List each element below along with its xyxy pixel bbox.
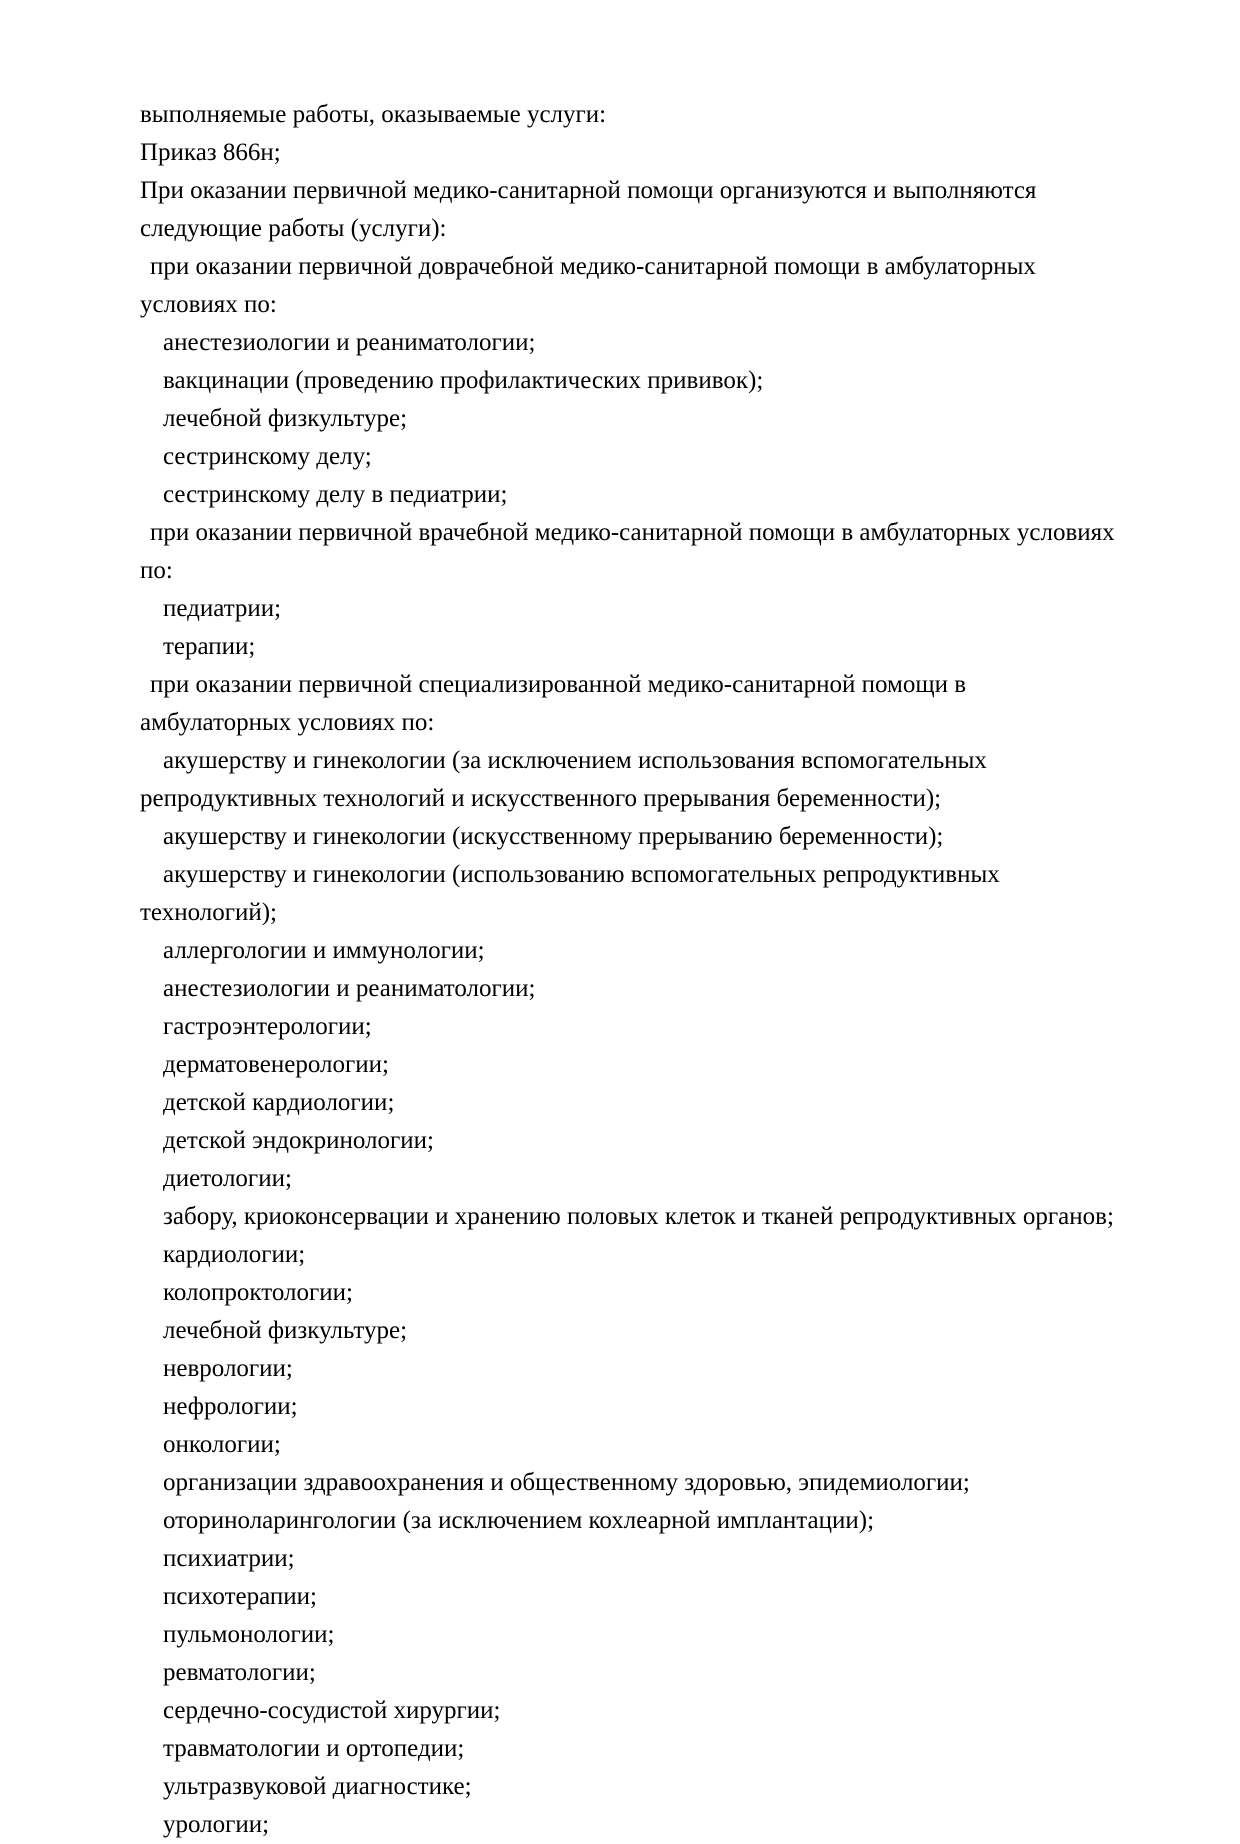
document-paragraph: акушерству и гинекологии (использованию вспомогательных репродуктивных технологий);: [140, 861, 1000, 926]
document-paragraph: педиатрии;: [163, 595, 282, 622]
document-paragraph: ревматологии;: [163, 1659, 316, 1686]
document-paragraph: аллергологии и иммунологии;: [163, 937, 485, 964]
document-paragraph: при оказании первичной доврачебной медико-санитарной помощи в амбулаторных условиях по:: [140, 253, 1036, 318]
document-paragraph: терапии;: [163, 633, 256, 660]
document-paragraph: оториноларингологии (за исключением кохлеарной имплантации);: [163, 1507, 875, 1534]
document-paragraph: травматологии и ортопедии;: [163, 1735, 465, 1762]
document-paragraph: забору, криоконсервации и хранению половых клеток и тканей репродуктивных органов;: [163, 1203, 1114, 1230]
document-paragraph: нефрологии;: [163, 1393, 298, 1420]
document-paragraph: колопроктологии;: [163, 1279, 353, 1306]
document-paragraph: детской эндокринологии;: [163, 1127, 434, 1154]
document-text-column: [140, 96, 1116, 1844]
document-paragraph: психотерапии;: [163, 1583, 317, 1610]
document-paragraph: онкологии;: [163, 1431, 281, 1458]
document-paragraph: акушерству и гинекологии (за исключением использования вспомогательных репродуктивных технологий и искусственного прерывания беременности);: [140, 747, 987, 812]
document-paragraph: анестезиологии и реаниматологии;: [163, 975, 536, 1002]
document-paragraph: сестринскому делу в педиатрии;: [163, 481, 508, 508]
document-paragraph: кардиологии;: [163, 1241, 306, 1268]
document-paragraph: гастроэнтерологии;: [163, 1013, 372, 1040]
document-paragraph: диетологии;: [163, 1165, 292, 1192]
document-paragraph: детской кардиологии;: [163, 1089, 395, 1116]
document-paragraph: сердечно-сосудистой хирургии;: [163, 1697, 501, 1724]
document-paragraph: пульмонологии;: [163, 1621, 335, 1648]
document-paragraph: урологии;: [163, 1811, 270, 1838]
document-paragraph: неврологии;: [163, 1355, 293, 1382]
document-paragraph: при оказании первичной врачебной медико-санитарной помощи в амбулаторных условиях по:: [140, 519, 1115, 584]
document-paragraph: лечебной физкультуре;: [163, 405, 408, 432]
document-paragraph: ультразвуковой диагностике;: [163, 1773, 472, 1800]
document-paragraph: сестринскому делу;: [163, 443, 372, 470]
document-paragraph: дерматовенерологии;: [163, 1051, 389, 1078]
document-paragraph: анестезиологии и реаниматологии;: [163, 329, 536, 356]
document-paragraph: выполняемые работы, оказываемые услуги:: [140, 101, 607, 128]
document-paragraph: Приказ 866н;: [140, 139, 281, 166]
document-paragraph: лечебной физкультуре;: [163, 1317, 408, 1344]
document-paragraph: акушерству и гинекологии (искусственному прерыванию беременности);: [163, 823, 944, 850]
document-paragraph: вакцинации (проведению профилактических прививок);: [163, 367, 764, 394]
document-paragraph: При оказании первичной медико-санитарной помощи организуются и выполняются следующие работы (услуги):: [140, 177, 1037, 242]
document-paragraph: организации здравоохранения и общественному здоровью, эпидемиологии;: [163, 1469, 970, 1496]
document-paragraph: при оказании первичной специализированной медико-санитарной помощи в амбулаторных условиях по:: [140, 671, 967, 736]
document-paragraph: психиатрии;: [163, 1545, 295, 1572]
